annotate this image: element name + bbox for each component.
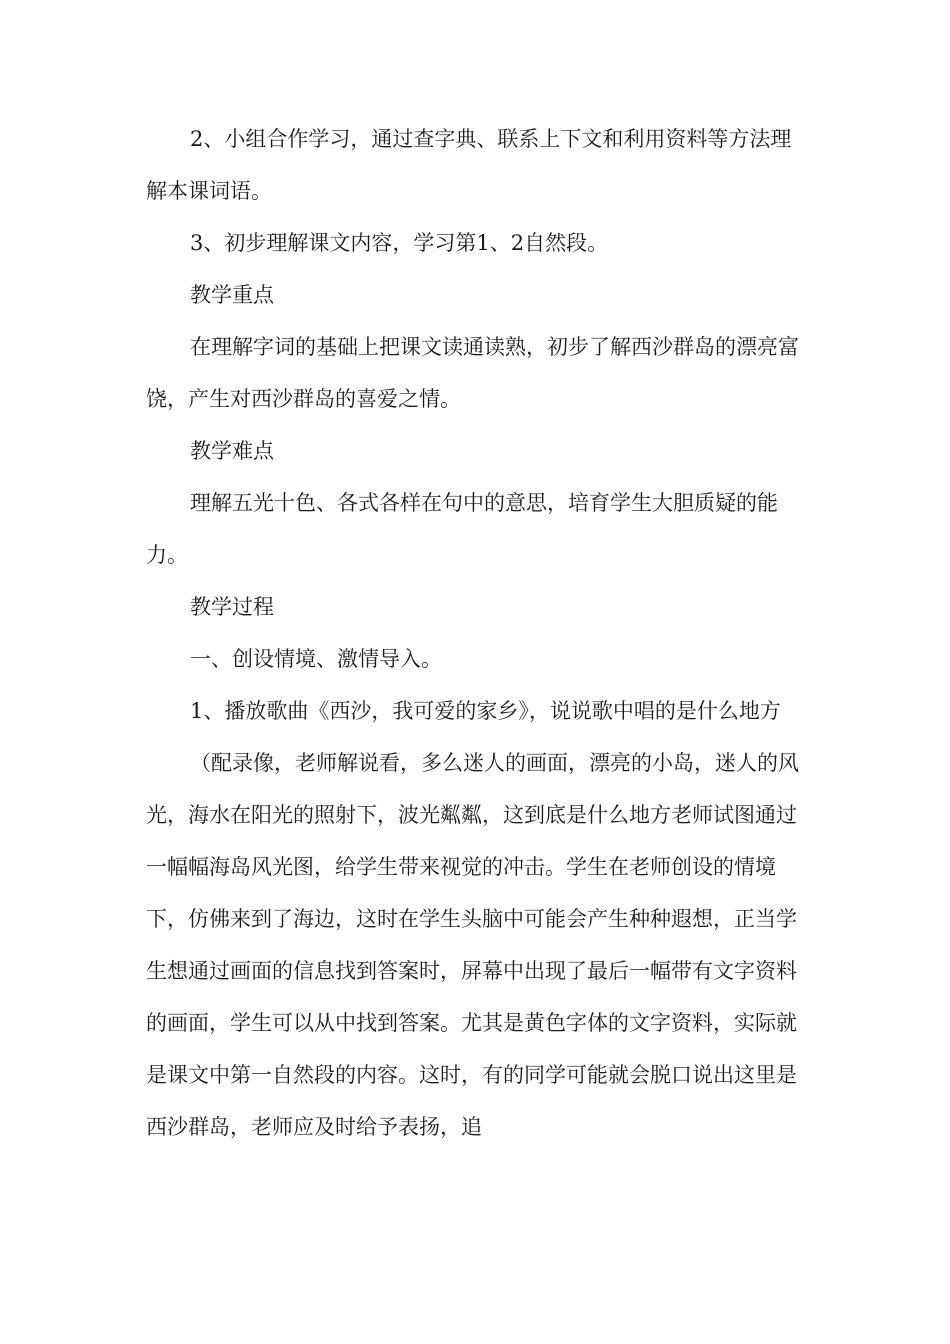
paragraph-step-1-note: （配录像，老师解说看，多么迷人的画面，漂亮的小岛，迷人的风光，海水在阳光的照射下，波光粼粼，这到底是什么地方老师试图通过一幅幅海岛风光图，给学生带来视觉的冲击。学生在老师创设的情境下，仿佛来到了海边，这时在学生头脑中可能会产生种种遐想，正当学生想通过画面的信息找到答案时，屏幕中出现了最后一幅带有文字资料的画面，学生可以从中找到答案。尤其是黄色字体的文字资料，实际就是课文中第一自然段的内容。这时，有的同学可能就会脱口说出这里是西沙群岛，老师应及时给予表扬，追 [146,751,799,1139]
paragraph-difficulties: 理解五光十色、各式各样在句中的意思，培育学生大胆质疑的能力。 [146,491,778,567]
paragraph-objective-3: 3、初步理解课文内容，学习第1、2自然段。 [190,231,609,255]
heading-difficulties: 教学难点 [190,439,274,463]
document-body [146,113,806,1153]
heading-process: 教学过程 [190,595,274,619]
paragraph-key-points: 在理解字词的基础上把课文读通读熟，初步了解西沙群岛的漂亮富饶，产生对西沙群岛的喜爱之情。 [146,335,799,411]
paragraph-step-1: 1、播放歌曲《西沙，我可爱的家乡》，说说歌中唱的是什么地方 [190,699,781,723]
section-heading-intro: 一、创设情境、激情导入。 [190,647,442,671]
heading-key-points: 教学重点 [190,283,274,307]
paragraph-objective-2: 2、小组合作学习，通过查字典、联系上下文和利用资料等方法理解本课词语。 [146,127,792,203]
